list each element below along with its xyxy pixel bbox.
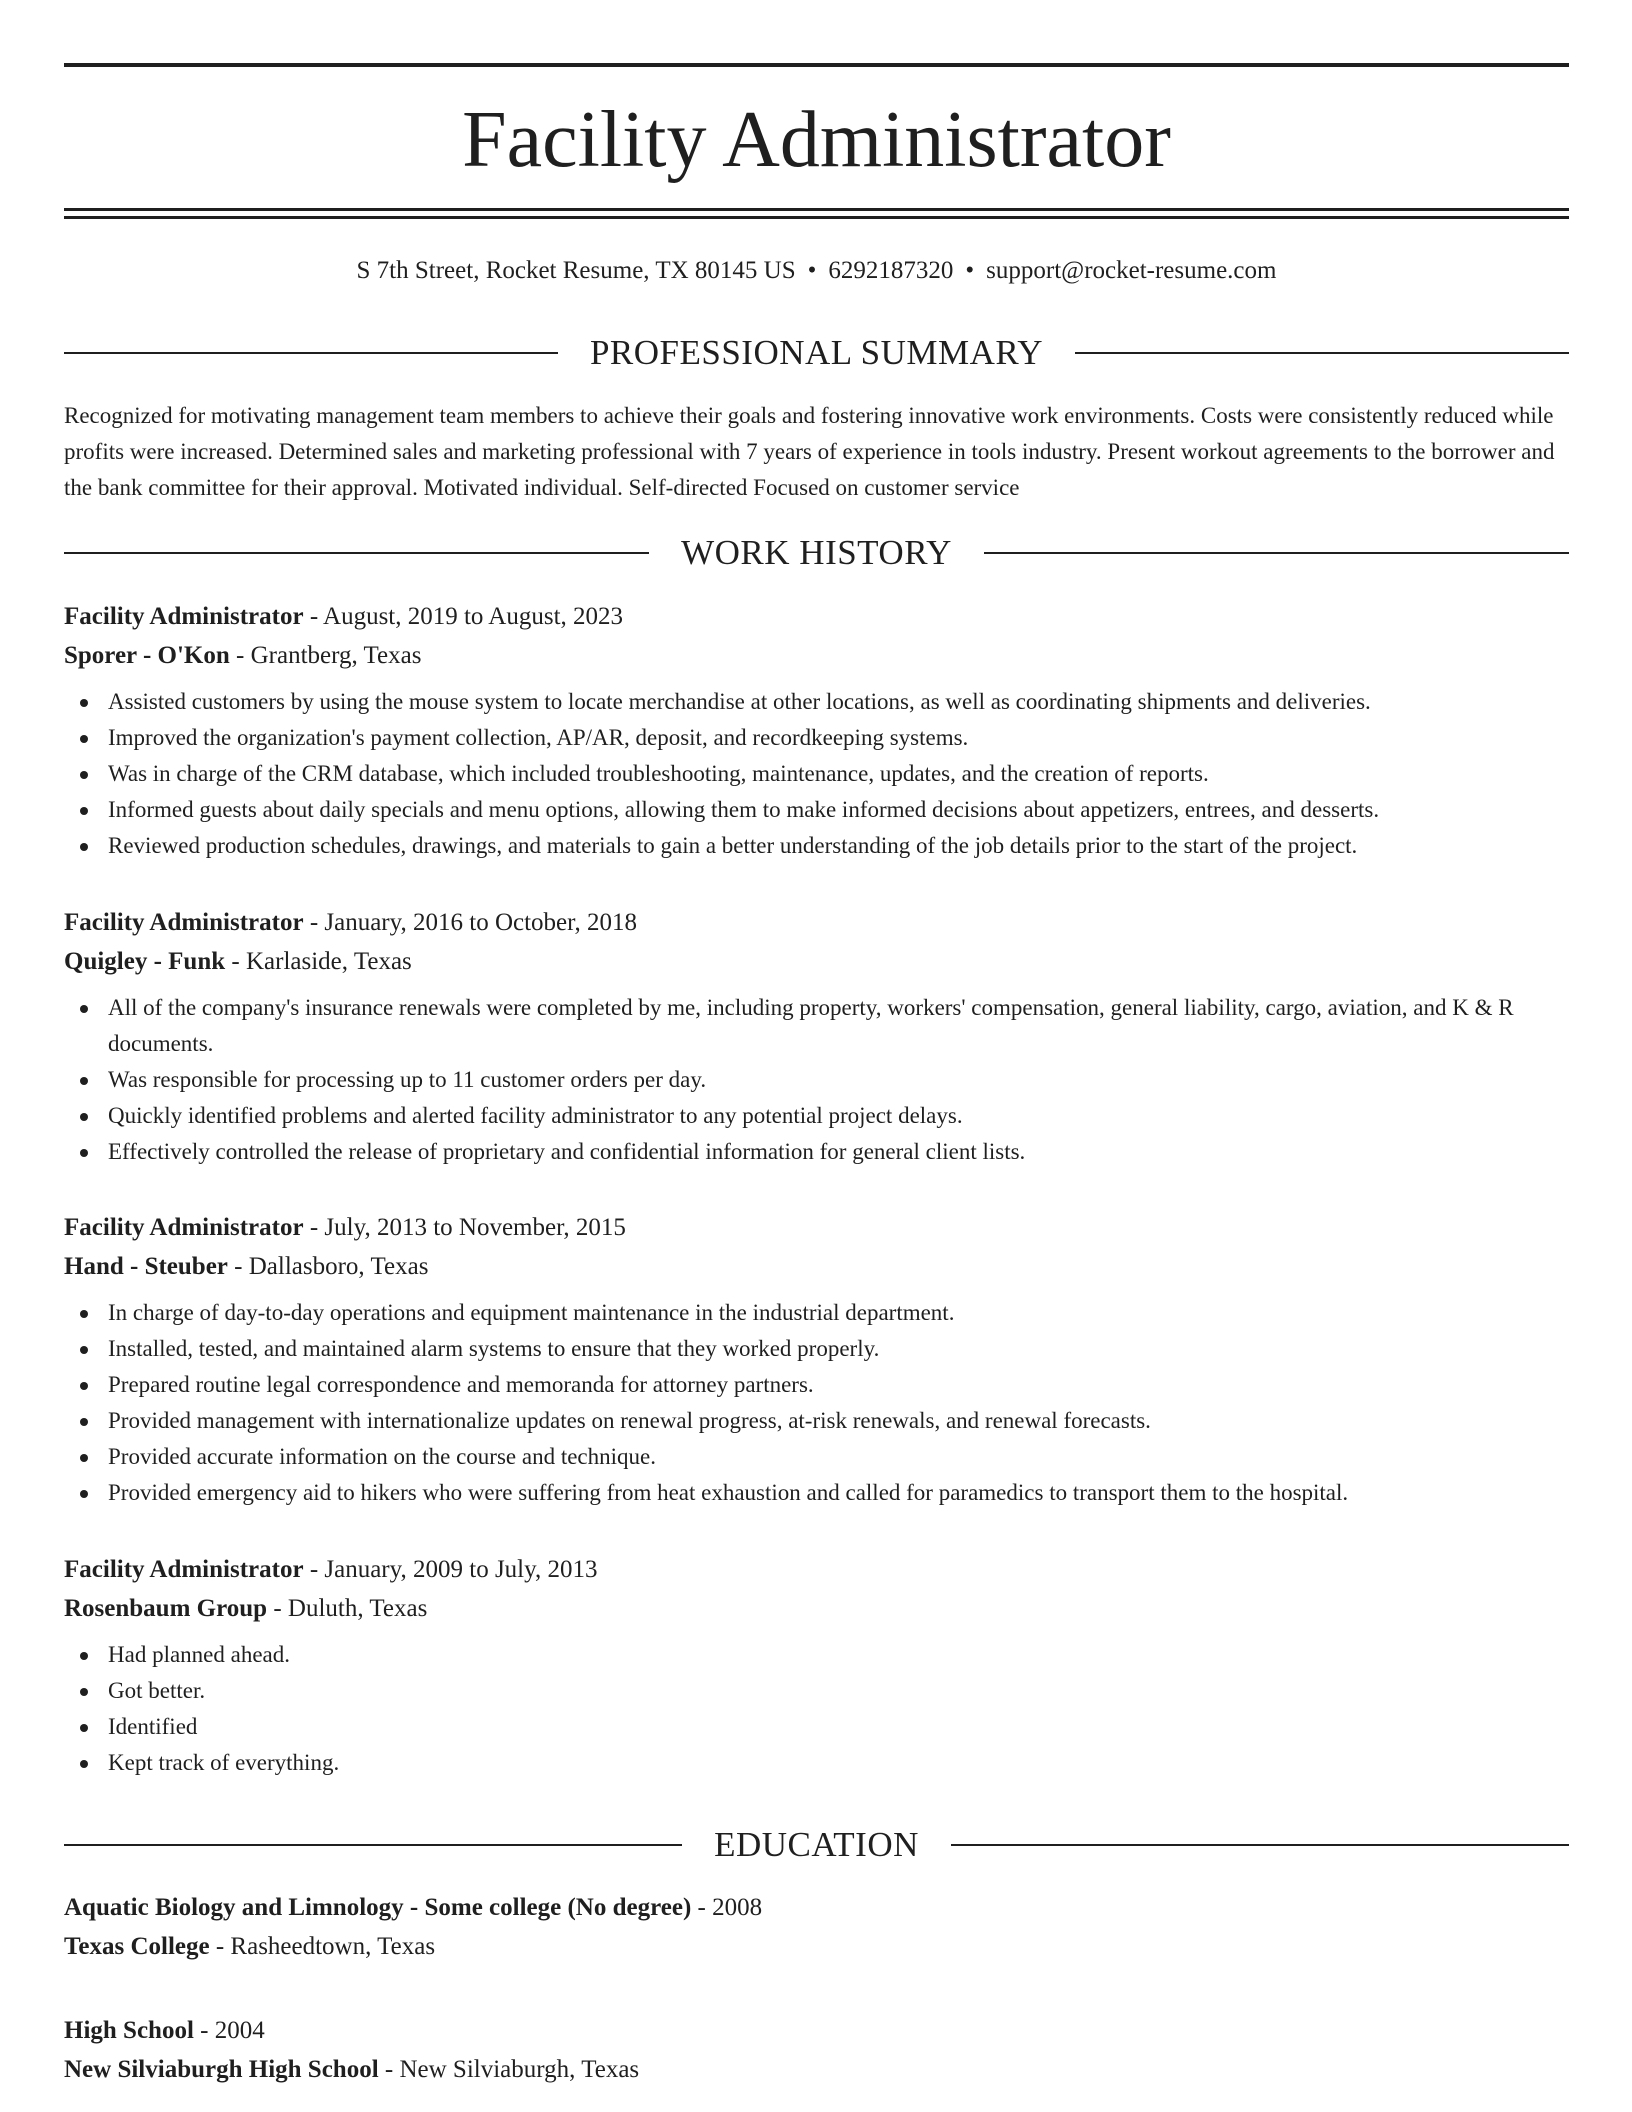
job-title-line <box>64 1208 1569 1247</box>
resume-name-title: Facility Administrator <box>462 96 1171 184</box>
education-degree-line <box>64 1888 1569 1927</box>
section-rule-left <box>64 352 558 354</box>
job-company-line <box>64 1247 1569 1286</box>
education-school-line <box>64 1927 1569 1966</box>
job-bullets <box>64 1637 1569 1781</box>
job-dates: - January, 2009 to July, 2013 <box>303 1556 598 1583</box>
job-bullet: Installed, tested, and maintained alarm systems to ensure that they worked properly. <box>64 1331 1569 1367</box>
job-bullet: Was responsible for processing up to 11 customer orders per day. <box>64 1062 1569 1098</box>
job-bullet: Informed guests about daily specials and menu options, allowing them to make informed decisions about appetizers, entrees, and desserts. <box>64 792 1569 828</box>
job-bullet: Provided accurate information on the course and technique. <box>64 1439 1569 1475</box>
education-location: - New Silviaburgh, Texas <box>378 2056 640 2083</box>
education-entry <box>64 1888 1569 1966</box>
job-bullet: In charge of day-to-day operations and equipment maintenance in the industrial department. <box>64 1295 1569 1331</box>
work-heading: WORK HISTORY <box>681 533 952 572</box>
education-year: - 2004 <box>193 2017 265 2044</box>
job-bullets <box>64 684 1569 864</box>
section-rule-right <box>1075 352 1569 354</box>
work-section-header <box>64 533 1569 573</box>
section-rule-left <box>64 1844 682 1846</box>
contact-separator: • <box>807 257 817 284</box>
contact-email: support@rocket-resume.com <box>986 257 1277 284</box>
job-company: Sporer - O'Kon <box>64 642 230 669</box>
section-rule-right <box>951 1844 1569 1846</box>
job-dates: - August, 2019 to August, 2023 <box>303 603 624 630</box>
job-company: Hand - Steuber <box>64 1253 228 1280</box>
job-company-line <box>64 942 1569 981</box>
job-location: - Karlaside, Texas <box>225 948 412 975</box>
education-school: New Silviaburgh High School <box>64 2056 379 2083</box>
contact-line <box>64 254 1569 288</box>
job-company: Rosenbaum Group <box>64 1595 268 1622</box>
job-dates: - July, 2013 to November, 2015 <box>303 1214 626 1241</box>
education-degree: High School <box>64 2017 194 2044</box>
job-location: - Dallasboro, Texas <box>227 1253 429 1280</box>
job-bullet: Provided emergency aid to hikers who were suffering from heat exhaustion and called for paramedics to transport them to the hospital. <box>64 1475 1569 1511</box>
job-bullet: Assisted customers by using the mouse system to locate merchandise at other locations, as well as coordinating shipments and deliveries. <box>64 684 1569 720</box>
job-bullet: Effectively controlled the release of proprietary and confidential information for general client lists. <box>64 1134 1569 1170</box>
job-bullet: Reviewed production schedules, drawings, and materials to gain a better understanding of the job details prior to the start of the project. <box>64 828 1569 864</box>
section-rule-left <box>64 552 649 554</box>
job-bullet: Kept track of everything. <box>64 1745 1569 1781</box>
job-location: - Duluth, Texas <box>267 1595 428 1622</box>
job-title: Facility Administrator <box>64 603 304 630</box>
job-dates: - January, 2016 to October, 2018 <box>303 909 637 936</box>
job-location: - Grantberg, Texas <box>229 642 422 669</box>
job-bullet: Had planned ahead. <box>64 1637 1569 1673</box>
job-company-line <box>64 636 1569 675</box>
education-section-header <box>64 1825 1569 1865</box>
section-rule-right <box>984 552 1569 554</box>
contact-address: S 7th Street, Rocket Resume, TX 80145 US <box>356 257 796 284</box>
education-degree: Aquatic Biology and Limnology - Some college (No degree) <box>64 1894 692 1921</box>
contact-separator: • <box>965 257 975 284</box>
contact-phone: 6292187320 <box>828 257 954 284</box>
job-bullet: Provided management with internationalize updates on renewal progress, at-risk renewals, and renewal forecasts. <box>64 1403 1569 1439</box>
education-school-line <box>64 2050 1569 2089</box>
education-degree-line <box>64 2011 1569 2050</box>
education-entry <box>64 2011 1569 2089</box>
job-title: Facility Administrator <box>64 909 304 936</box>
job-bullet: All of the company's insurance renewals were completed by me, including property, workers' compensation, general liability, cargo, aviation, and K & R documents. <box>64 990 1569 1062</box>
job-bullet: Prepared routine legal correspondence and memoranda for attorney partners. <box>64 1367 1569 1403</box>
job-entry <box>64 1208 1569 1511</box>
job-bullets <box>64 1295 1569 1511</box>
job-title-line <box>64 597 1569 636</box>
header-bottom-rule <box>64 208 1569 211</box>
job-bullet: Got better. <box>64 1673 1569 1709</box>
job-title: Facility Administrator <box>64 1214 304 1241</box>
job-bullet: Identified <box>64 1709 1569 1745</box>
job-entry <box>64 1550 1569 1781</box>
summary-heading: PROFESSIONAL SUMMARY <box>589 333 1044 372</box>
job-company-line <box>64 1589 1569 1628</box>
education-heading: EDUCATION <box>714 1825 919 1864</box>
job-entry <box>64 597 1569 864</box>
job-bullet: Was in charge of the CRM database, which included troubleshooting, maintenance, updates, and the creation of reports. <box>64 756 1569 792</box>
header-bottom-rule-double <box>64 216 1569 219</box>
education-location: - Rasheedtown, Texas <box>209 1933 436 1960</box>
header-top-rule <box>64 63 1569 67</box>
summary-text: Recognized for motivating management team members to achieve their goals and fostering innovative work environments. Costs were consistently reduced while profits were increased. Determined sales and marketing professional with 7 years of experience in tools industry. Present workout agreements to the borrower and the bank committee for their approval. Motivated individual. Self-directed Focused on customer service <box>64 403 1555 500</box>
job-bullet: Improved the organization's payment collection, AP/AR, deposit, and recordkeeping systems. <box>64 720 1569 756</box>
job-bullets <box>64 990 1569 1170</box>
job-bullet: Quickly identified problems and alerted facility administrator to any potential project delays. <box>64 1098 1569 1134</box>
job-title-line <box>64 1550 1569 1589</box>
job-entry <box>64 903 1569 1170</box>
job-title-line <box>64 903 1569 942</box>
job-title: Facility Administrator <box>64 1556 304 1583</box>
education-year: - 2008 <box>691 1894 763 1921</box>
education-school: Texas College <box>64 1933 210 1960</box>
summary-section-header <box>64 333 1569 373</box>
job-company: Quigley - Funk <box>64 948 226 975</box>
